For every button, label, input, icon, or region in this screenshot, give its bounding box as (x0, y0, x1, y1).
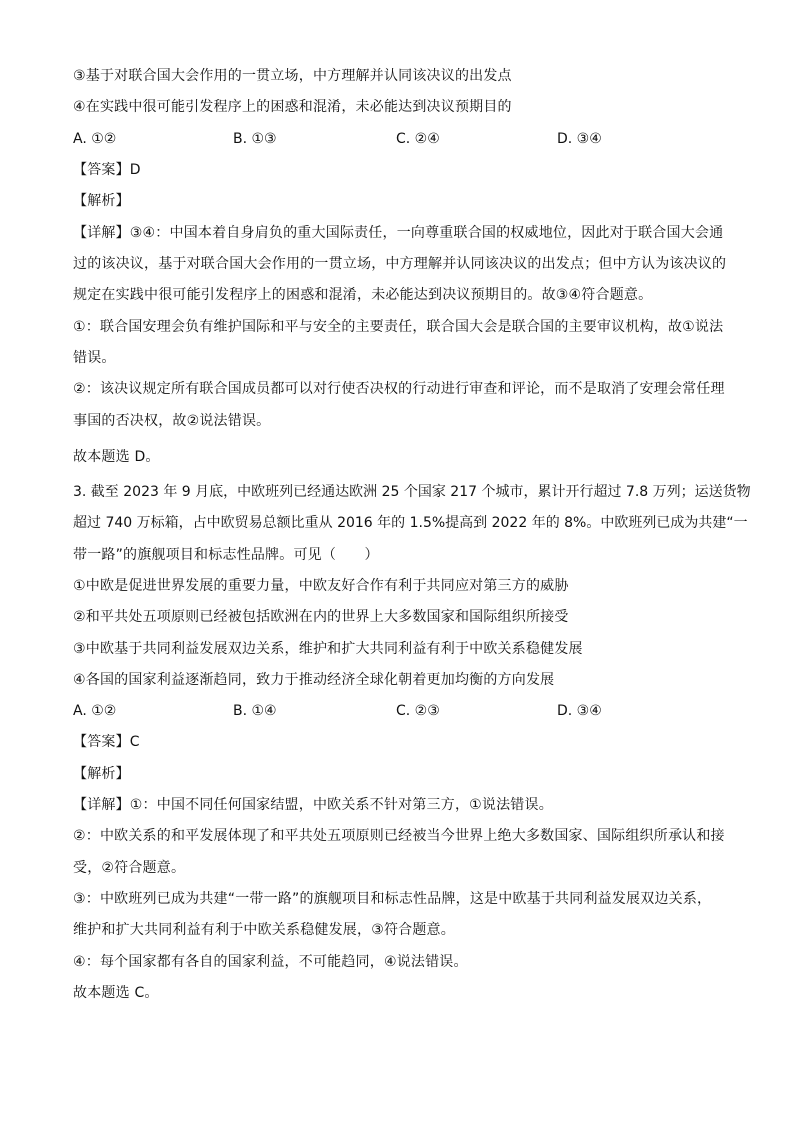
q2-option-a: A. ①② (73, 131, 117, 147)
q3-detail-line: 【详解】①：中国不同任何国家结盟，中欧关系不针对第三方，①说法错误。 (73, 797, 553, 813)
q3-statement-3: ③中欧基于共同利益发展双边关系，维护和扩大共同利益有利于中欧关系稳健发展 (73, 641, 583, 657)
q2-detail-line: ②：该决议规定所有联合国成员都可以对行使否决权的行动进行审查和评论，而不是取消了安理会常任理 (73, 381, 725, 397)
q2-detail-line: 规定在实践中很可能引发程序上的困惑和混淆，未必能达到决议预期目的。故③④符合题意。 (73, 287, 653, 303)
q3-detail-line: ③：中欧班列已成为共建“一带一路”的旗舰项目和标志性品牌，这是中欧基于共同利益发展双边关系， (73, 891, 712, 907)
q3-detail-line: 维护和扩大共同利益有利于中欧关系稳健发展，③符合题意。 (73, 922, 455, 938)
q3-answer: 【答案】C (73, 734, 140, 750)
q2-option-c: C. ②④ (396, 131, 440, 147)
q3-statement-1: ①中欧是促进世界发展的重要力量，中欧友好合作有利于共同应对第三方的威胁 (73, 578, 569, 594)
q2-statement-3: ③基于对联合国大会作用的一贯立场，中方理解并认同该决议的出发点 (73, 68, 512, 84)
q3-stem-line: 超过 740 万标箱，占中欧贸易总额比重从 2016 年的 1.5%提高到 2022 年的 8%。中欧班列已成为共建“一 (73, 515, 748, 531)
q2-detail-line: 过的该决议，基于对联合国大会作用的一贯立场，中方理解并认同该决议的出发点；但中方认为该决议的 (73, 256, 727, 272)
q2-detail-line: 【详解】③④：中国本着自身肩负的重大国际责任，一向尊重联合国的权威地位，因此对于联合国大会通 (73, 225, 724, 241)
q2-answer: 【答案】D (73, 162, 141, 178)
q3-detail-line: ④：每个国家都有各自的国家利益，不可能趋同，④说法错误。 (73, 954, 468, 970)
q3-option-b: B. ①④ (233, 703, 277, 719)
q2-detail-line: ①：联合国安理会负有维护国际和平与安全的主要责任，联合国大会是联合国的主要审议机构，故①说法 (73, 319, 724, 335)
q2-detail-line: 事国的否决权，故②说法错误。 (73, 413, 271, 429)
q3-option-d: D. ③④ (557, 703, 602, 719)
q3-detail-line: 受，②符合题意。 (73, 860, 186, 876)
q2-conclusion: 故本题选 D。 (73, 449, 160, 465)
q3-conclusion: 故本题选 C。 (73, 985, 159, 1001)
q2-option-d: D. ③④ (557, 131, 602, 147)
q3-option-a: A. ①② (73, 703, 117, 719)
q3-statement-2: ②和平共处五项原则已经被包括欧洲在内的世界上大多数国家和国际组织所接受 (73, 609, 569, 625)
q3-option-c: C. ②③ (396, 703, 440, 719)
q2-detail-line: 错误。 (73, 350, 116, 366)
q3-stem-line: 带一路”的旗舰项目和标志性品牌。可见（ ） (73, 547, 379, 563)
q3-statement-4: ④各国的国家利益逐渐趋同，致力于推动经济全球化朝着更加均衡的方向发展 (73, 672, 555, 688)
q2-statement-4: ④在实践中很可能引发程序上的困惑和混淆，未必能达到决议预期目的 (73, 99, 512, 115)
q3-detail-line: ②：中欧关系的和平发展体现了和平共处五项原则已经被当今世界上绝大多数国家、国际组织所承认和接 (73, 828, 725, 844)
q2-option-b: B. ①③ (233, 131, 277, 147)
q3-analysis-label: 【解析】 (73, 766, 130, 782)
q3-stem-line: 3. 截至 2023 年 9 月底，中欧班列已经通达欧洲 25 个国家 217 个城市，累计开行超过 7.8 万列；运送货物 (73, 484, 751, 500)
q2-analysis-label: 【解析】 (73, 193, 130, 209)
